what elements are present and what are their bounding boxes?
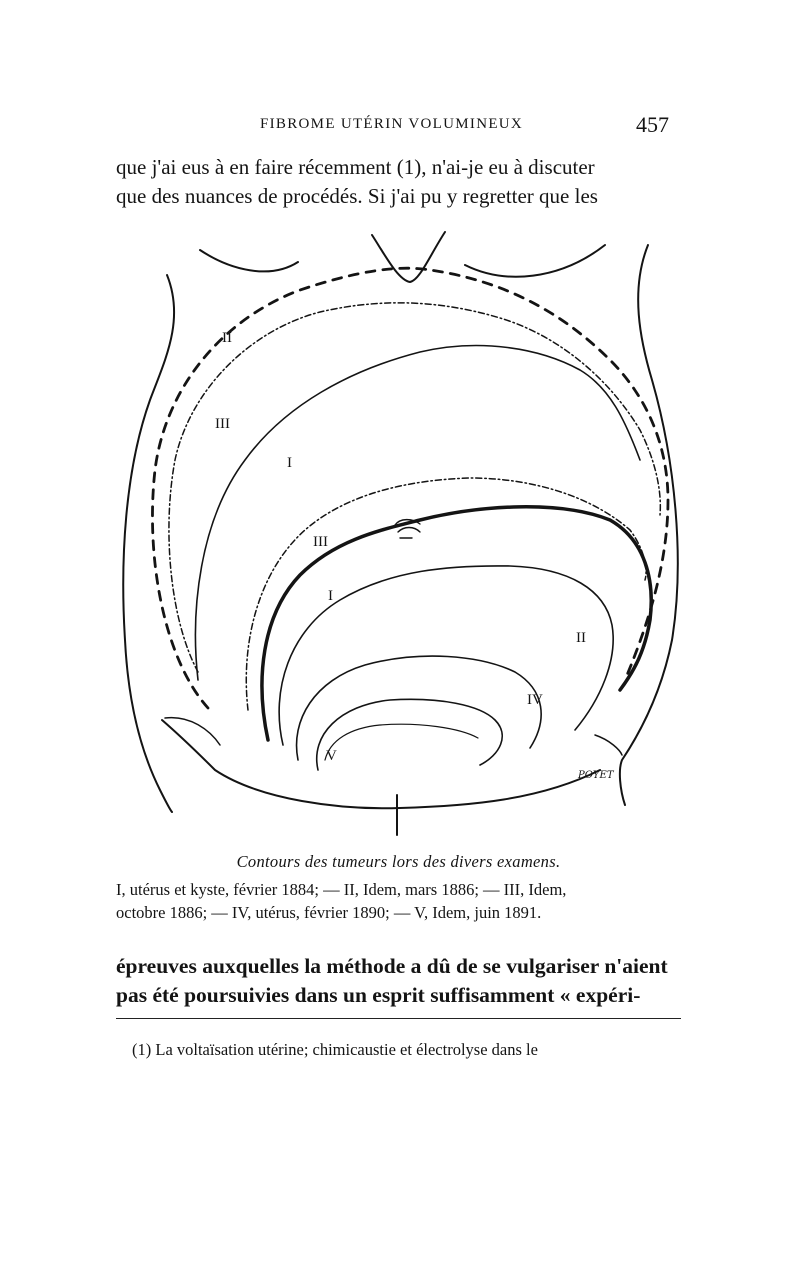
torso-right-outline [620,245,678,805]
label-ii-right: II [576,630,586,646]
breast-left-outline [200,250,298,271]
label-iv: IV [527,692,543,708]
text-line: que des nuances de procédés. Si j'ai pu y regretter que les [116,184,598,208]
figure-legend [116,878,681,924]
text-line: épreuves auxquelles la méthode a dû de se vulgariser n'aient [116,954,668,978]
label-iii-inner: III [313,534,328,550]
label-i-top: I [287,455,292,471]
figure-caption-title: Contours des tumeurs lors des divers examens. [236,852,561,871]
label-iii-top: III [215,416,230,432]
pelvis-outline [162,720,600,808]
illustrator-signature: POYET [578,770,614,781]
legend-line: I, utérus et kyste, février 1884; — II, Idem, mars 1886; — III, Idem, [116,880,567,899]
contour-iii-1886-octobre-outer [169,303,660,672]
label-v: V [326,748,337,764]
contour-i-1884-outer [195,346,640,680]
footnote: (1) La voltaïsation utérine; chimicaustie et électrolyse dans le [132,1040,538,1059]
footnote-rule [116,1018,681,1019]
sternum-outline [372,232,445,282]
legend-line: octobre 1886; — IV, utérus, février 1890; — V, Idem, juin 1891. [116,903,542,922]
running-title: FIBROME UTÉRIN VOLUMINEUX [260,116,524,132]
pubis-right-outline [595,735,622,755]
body-paragraph-bottom [116,952,681,1010]
body-paragraph-top [116,153,681,211]
page-number: 457 [636,112,669,137]
torso-left-outline [123,275,174,812]
tumor-contours-figure [115,225,685,840]
label-i-inner: I [328,588,333,604]
text-line: pas été poursuivies dans un esprit suffisamment « expéri- [116,983,641,1007]
breast-right-outline [465,245,605,277]
contour-v-inner [325,724,478,760]
text-line: que j'ai eus à en faire récemment (1), n'ai-je eu à discuter [116,155,595,179]
label-ii-top: II [222,330,232,346]
